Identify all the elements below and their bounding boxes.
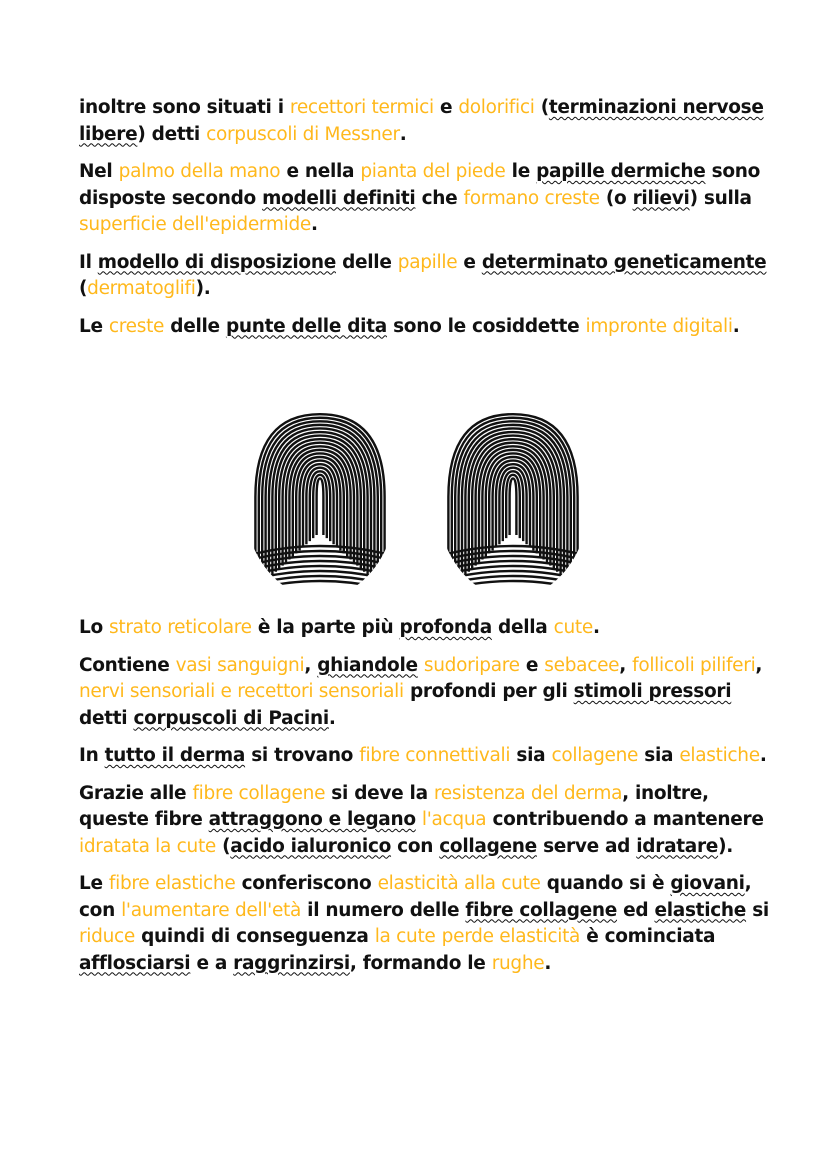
text-run: , (755, 654, 763, 676)
underlined-term: raggrinzirsi (233, 952, 350, 974)
text-run: sia (638, 745, 680, 766)
underlined-term: modello di disposizione (97, 251, 336, 273)
highlighted-term: elasticità alla cute (377, 873, 541, 894)
text-run: . (592, 617, 600, 638)
underlined-term: terminazioni nervose libere (79, 97, 764, 145)
bottom-text-block (79, 615, 769, 988)
highlighted-term: corpuscoli di Messner (206, 123, 400, 145)
text-run: quindi di conseguenza (134, 926, 375, 947)
paragraph-collagene (79, 781, 769, 861)
text-run: delle (164, 315, 226, 337)
highlighted-term: perde elasticità (441, 926, 581, 947)
paragraph-recettori (79, 95, 769, 148)
highlighted-term: fibre elastiche (108, 873, 236, 894)
underlined-term: ghiandole (317, 654, 418, 676)
highlighted-term: l'aumentare dell'età (121, 899, 302, 921)
text-run: inoltre sono situati i (79, 97, 290, 118)
text-run: si trovano (245, 745, 360, 766)
underlined-term: fibre collagene (465, 899, 618, 921)
highlighted-term: rughe (491, 952, 545, 974)
fingerprints-figure (238, 382, 598, 600)
paragraph-papille (79, 159, 769, 239)
underlined-term: determinato geneticamente (481, 251, 767, 273)
text-run: ( (534, 97, 549, 118)
text-run: ) detti (137, 123, 207, 145)
text-run: si (746, 899, 769, 921)
fingerprints-image (238, 382, 598, 600)
underlined-term: papille dermiche (536, 161, 706, 182)
text-run: Lo (79, 617, 110, 638)
underlined-term: stimoli pressori (573, 681, 732, 702)
highlighted-term: collagene (551, 745, 639, 766)
ridge-line (317, 478, 324, 535)
text-run: ed (617, 899, 655, 921)
underlined-term: profonda (399, 617, 492, 638)
text-run: è cominciata (580, 926, 716, 947)
text-run: Grazie alle (79, 782, 193, 804)
text-run: contribuendo a mantenere (486, 809, 764, 830)
text-run: (o (599, 187, 633, 209)
highlighted-term: la cute (374, 926, 436, 947)
text-run: che (415, 187, 464, 209)
underlined-term: attraggono e legano (208, 809, 416, 830)
highlighted-term: impronte digitali (585, 315, 733, 337)
text-run: si deve la (325, 782, 434, 804)
text-run: , con (79, 873, 752, 921)
text-run: e (457, 251, 482, 273)
text-run: ). (718, 835, 733, 857)
text-run: , inoltre, queste fibre (79, 782, 709, 830)
text-run: . (310, 214, 318, 235)
underlined-term: collagene (439, 835, 537, 857)
highlighted-term: creste (108, 315, 165, 337)
text-run: , formando le (349, 952, 492, 974)
ridge-line (242, 581, 398, 592)
text-run: ) sulla (689, 187, 752, 209)
text-run: è la parte più (251, 617, 400, 638)
ridge-line (313, 475, 327, 538)
text-run: il numero delle (301, 899, 466, 921)
text-run: ). (195, 278, 211, 299)
text-run: e a (190, 952, 234, 974)
text-run: . (399, 123, 407, 145)
text-run: profondi per gli (403, 681, 574, 702)
highlighted-term: elastiche (679, 745, 760, 766)
paragraph-elastiche (79, 871, 769, 977)
highlighted-term: formano creste (463, 187, 600, 209)
text-run: con (391, 835, 440, 857)
underlined-term: afflosciarsi (79, 952, 191, 974)
highlighted-term: dermatoglifi (87, 278, 196, 299)
text-run: . (544, 952, 552, 974)
text-run: sia (510, 745, 552, 766)
ridge-line (510, 478, 517, 535)
text-run: le (505, 161, 537, 182)
highlighted-term: superficie dell'epidermide (79, 214, 311, 235)
text-run: . (732, 315, 740, 337)
underlined-term: idratare (636, 835, 719, 857)
text-run: delle (335, 251, 398, 273)
paragraph-strato-reticolare (79, 615, 769, 642)
ridge-line (435, 581, 591, 592)
highlighted-term: resistenza del derma (433, 782, 623, 804)
top-text-block (79, 95, 769, 351)
underlined-term: punte delle dita (225, 315, 387, 337)
highlighted-term: riduce (79, 926, 135, 947)
text-run: sono disposte secondo (79, 161, 761, 209)
text-run: della (491, 617, 554, 638)
right-fingerprint (435, 414, 591, 592)
text-run: ( (79, 278, 88, 299)
text-run: e (519, 654, 545, 676)
highlighted-term: papille (397, 251, 458, 273)
highlighted-term: l'acqua (421, 809, 487, 830)
paragraph-fibre-derma (79, 743, 769, 770)
underlined-term: acido ialuronico (230, 835, 392, 857)
text-run: ( (215, 835, 231, 857)
highlighted-term: sudoripare (423, 654, 520, 676)
text-run: . (759, 745, 767, 766)
underlined-term: corpuscoli di Pacini (133, 707, 329, 729)
highlighted-term: dolorifici (458, 97, 535, 118)
underlined-term: tutto il derma (104, 745, 246, 766)
highlighted-term: follicoli piliferi (632, 654, 756, 676)
highlighted-term: nervi sensoriali e recettori sensoriali (79, 681, 404, 702)
text-run: , (619, 654, 633, 676)
text-run: e nella (280, 161, 361, 182)
underlined-term: giovani (670, 873, 745, 894)
highlighted-term: fibre collagene (192, 782, 326, 804)
text-run: In (79, 745, 105, 766)
highlighted-term: pianta del piede (360, 161, 506, 182)
underlined-term: modelli definiti (262, 187, 416, 209)
text-run: Contiene (79, 654, 176, 676)
text-run: sono le cosiddette (386, 315, 586, 337)
paragraph-contiene (79, 653, 769, 733)
text-run: e (433, 97, 459, 118)
left-fingerprint (242, 414, 398, 592)
text-run: detti (79, 707, 134, 729)
text-run: Nel (79, 161, 119, 182)
highlighted-term: cute (553, 617, 593, 638)
highlighted-term: fibre connettivali (359, 745, 511, 766)
text-run: . (328, 707, 336, 729)
text-run: serve ad (536, 835, 637, 857)
text-run: , (304, 654, 318, 676)
paragraph-modello (79, 250, 769, 303)
text-run: conferiscono (235, 873, 378, 894)
highlighted-term: palmo della mano (118, 161, 281, 182)
highlighted-term: recettori termici (289, 97, 434, 118)
text-run: Le (79, 315, 109, 337)
text-run: Le (79, 873, 109, 894)
ridge-line (506, 475, 520, 538)
underlined-term: elastiche (654, 899, 747, 921)
highlighted-term: vasi sanguigni (175, 654, 305, 676)
text-run: quando si è (540, 873, 671, 894)
text-run: Il (79, 251, 98, 273)
paragraph-impronte (79, 314, 769, 341)
highlighted-term: idratata la cute (79, 835, 216, 857)
highlighted-term: strato reticolare (109, 617, 252, 638)
highlighted-term: sebacee (544, 654, 620, 676)
underlined-term: rilievi (632, 187, 690, 209)
